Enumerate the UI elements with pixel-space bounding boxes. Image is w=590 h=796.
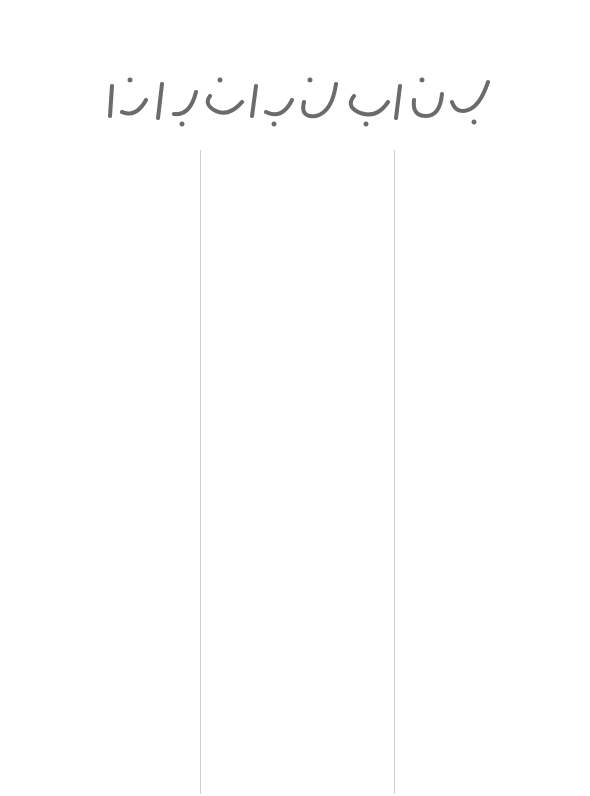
text-column-left (8, 152, 196, 792)
calligraphic-title-graphic (96, 72, 498, 130)
column-divider (200, 150, 201, 794)
article-title (96, 72, 498, 130)
text-column-middle (204, 152, 390, 792)
column-divider (394, 150, 395, 794)
text-column-right (398, 152, 584, 792)
